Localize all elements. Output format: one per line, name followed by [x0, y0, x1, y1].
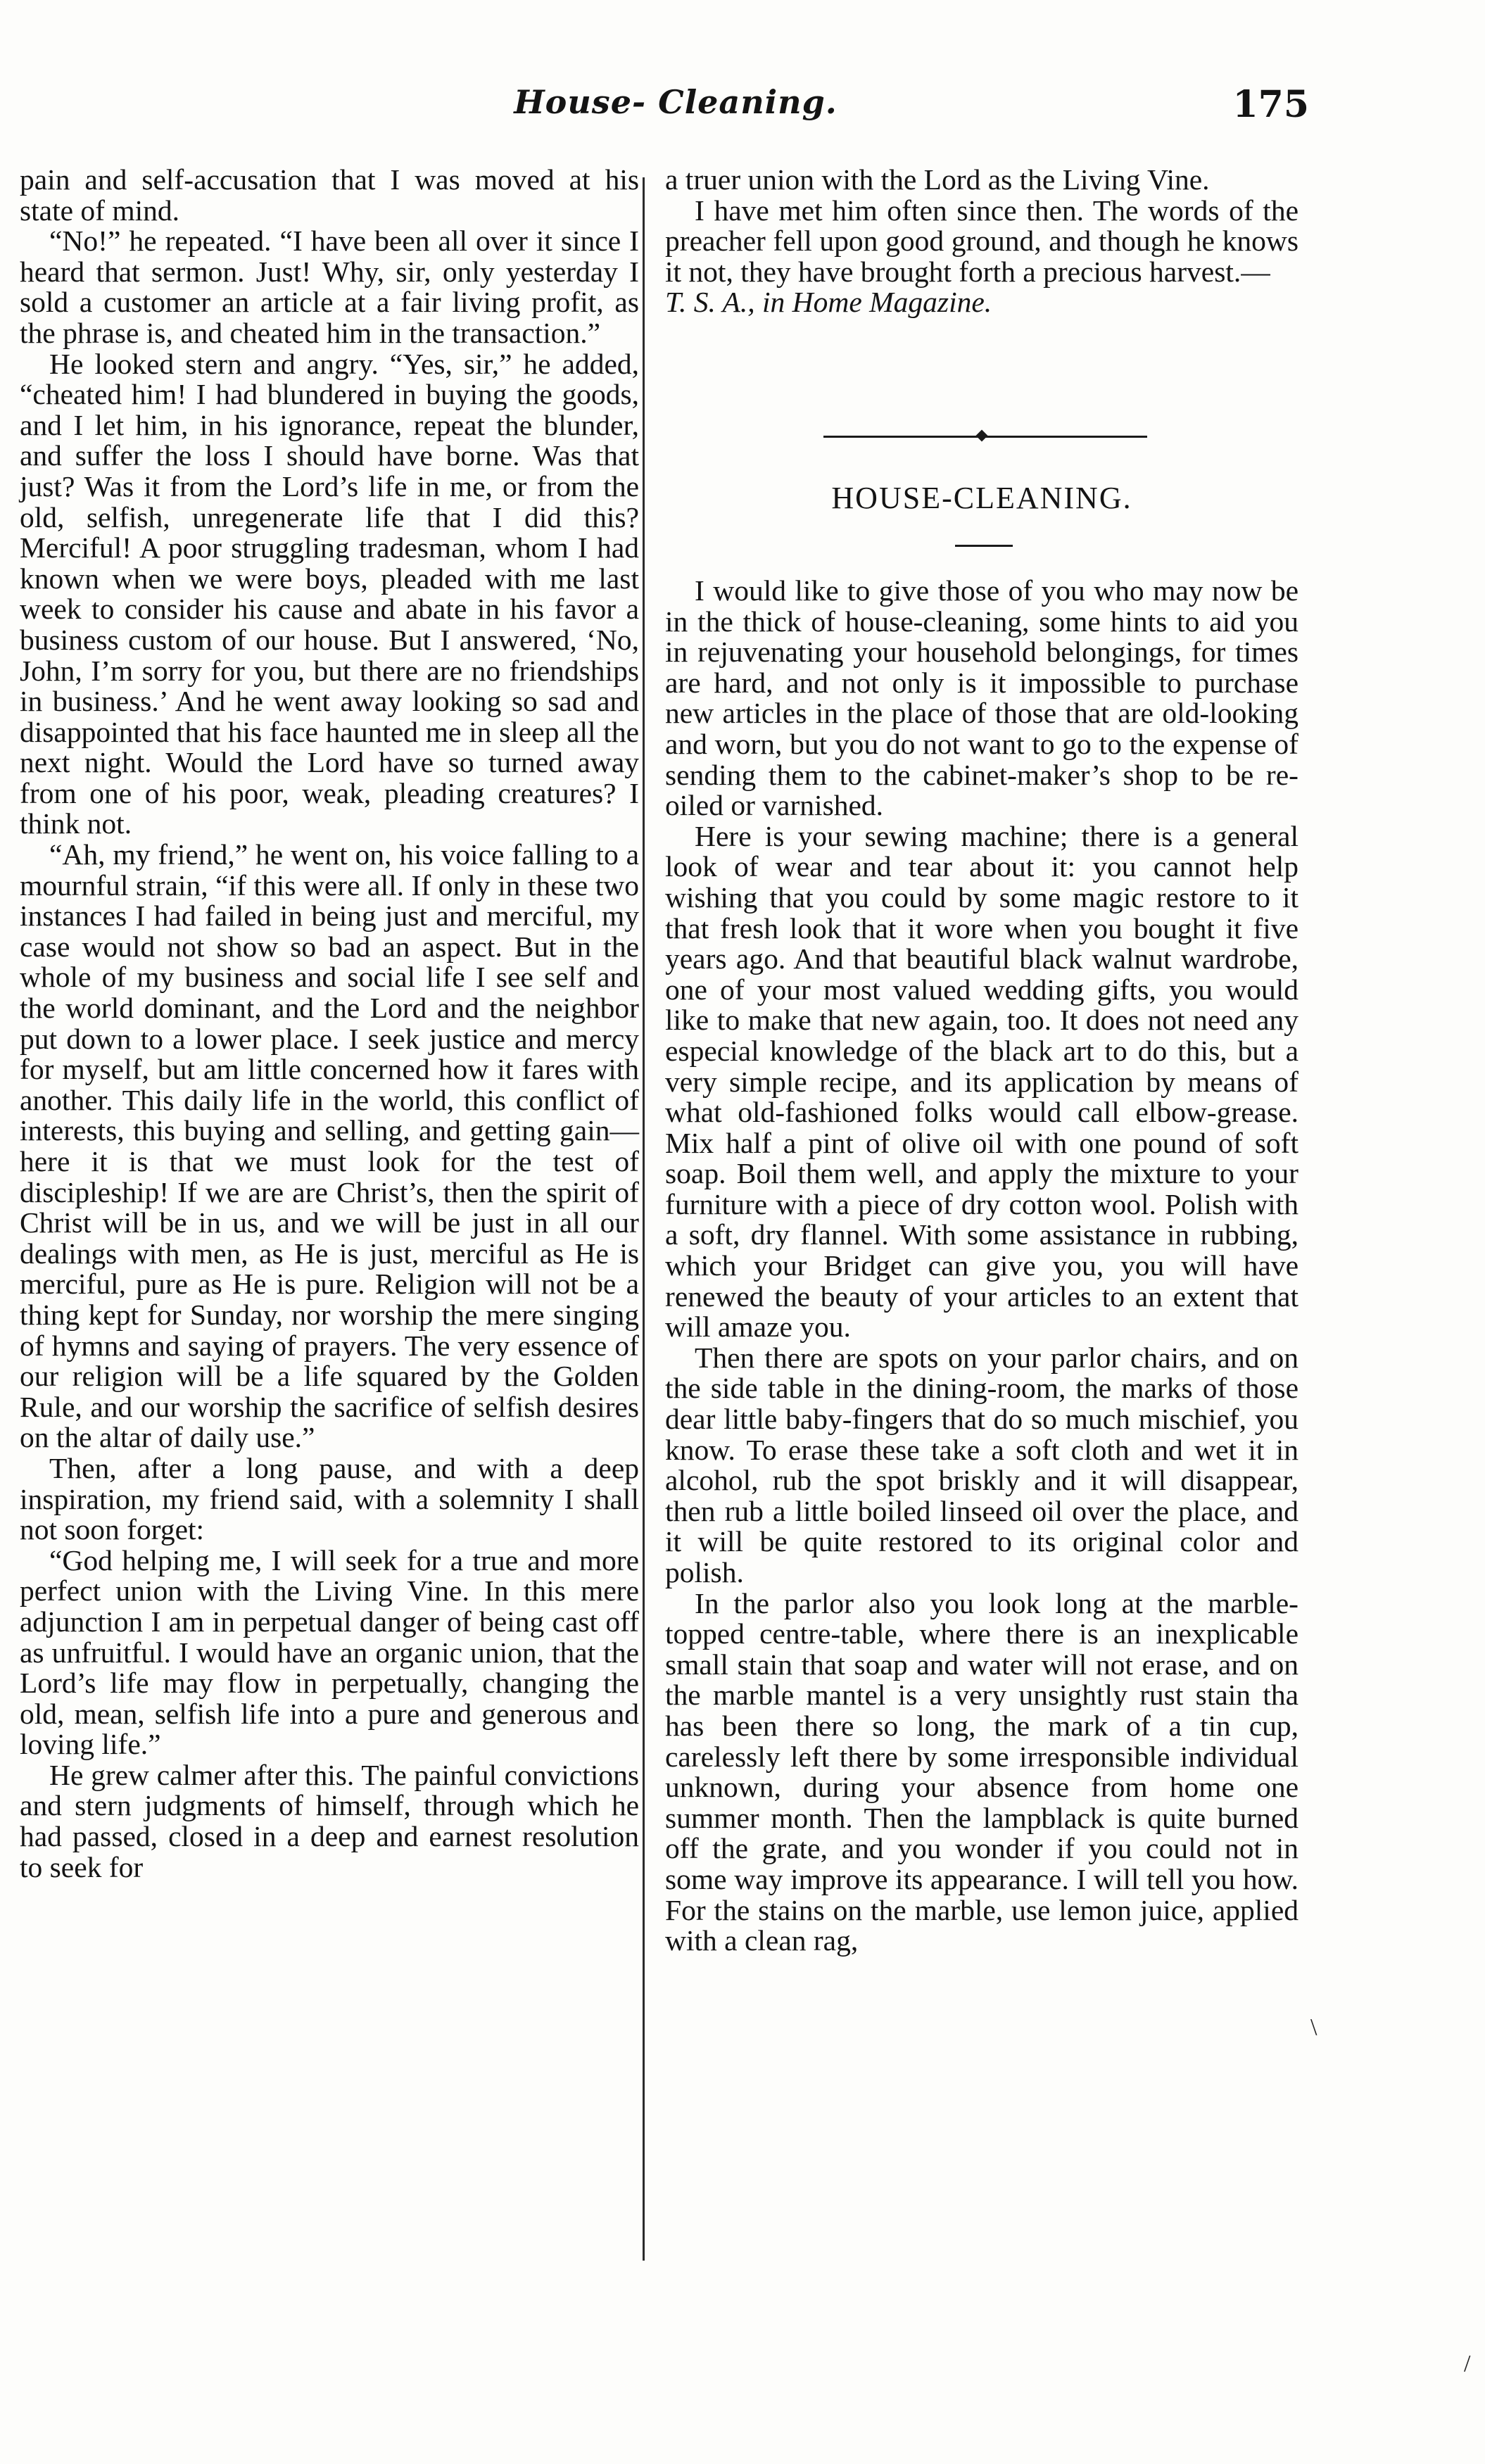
paragraph: “God helping me, I will seek for a true and more perfect union with the Living Vine. In this mere adjunction I am in perpetual danger of being cast off as unfruitful. I would have an organic union, that the Lord’s life may flow in perpetually, changing the old, mean, selfish life into a pure and generous and loving life.”	[20, 1543, 639, 1761]
paragraph: pain and self-accusation that I was moved at his state of mind.	[20, 163, 639, 227]
left-column	[20, 165, 639, 1883]
stray-print-mark-icon: \	[1310, 2014, 1317, 2040]
paragraph: Then, after a long pause, and with a deep inspiration, my friend said, with a solemnity I shall not soon forget:	[20, 1451, 639, 1546]
article-attribution: T. S. A., in Home Magazine.	[665, 286, 992, 319]
paragraph: “No!” he repeated. “I have been all over it since I heard that sermon. Just! Why, sir, only yesterday I sold a customer an article at a fair living profit, as the phrase is, and cheated him in the transaction.”	[20, 225, 639, 349]
paragraph: I would like to give those of you who may now be in the thick of house-cleaning, some hints to aid you in rejuvenating your household belongings, for times are hard, and not only is it impossible to purchase new articles in the place of those that are old-looking and worn, but you do not want to go to the expense of sending them to the cabinet-maker’s shop to be re-oiled or varnished.	[665, 574, 1298, 822]
stray-print-mark-icon: /	[1464, 2351, 1471, 2377]
paragraph: a truer union with the Lord as the Living Vine.	[665, 163, 1210, 196]
paragraph: “Ah, my friend,” he went on, his voice falling to a mournful strain, “if this were all. If only in these two instances I had failed in being just and merciful, my case would not show so bad an aspect. But in the whole of my business and social life I see self and the world dominant, and the Lord and the neighbor put down to a lower place. I seek justice and mercy for myself, but am little concerned how it fares with another. This daily life in the world, this conflict of interests, this buying and selling, and getting gain—here it is that we must look for the test of discipleship! If we are are Christ’s, then the spirit of Christ will be in us, and we will be just in all our dealings with men, as He is just, merciful as He is merciful, pure as He is pure. Religion will not be a thing kept for Sunday, nor worship the mere singing of hymns and saying of prayers. The very essence of our religion will be a life squared by the Golden Rule, and our worship the sacrifice of selfish desires on the altar of daily use.”	[20, 838, 639, 1454]
right-column-continuation	[665, 165, 1298, 318]
paragraph: Then there are spots on your parlor chairs, and on the side table in the dining-room, the marks of those dear little baby-fingers that do so much mischief, you know. To erase these take a soft cloth and wet it in alcohol, rub the spot briskly and it will disappear, then rub a little boiled linseed oil over the place, and it will be quite restored to its original color and polish.	[665, 1341, 1298, 1588]
ornamental-section-rule	[823, 431, 1147, 442]
page-number: 175	[1232, 83, 1309, 126]
paragraph: In the parlor also you look long at the marble-topped centre-table, where there is an inexplicable small stain that soap and water will not erase, and on the marble mantel is a very unsightly rust stain tha has been there so long, the mark of a tin cup, carelessly left there by some irresponsible individual unknown, during your absence from home one summer month. Then the lampblack is quite burned off the grate, and you wonder if you could not in some way improve its appearance. I will tell you how. For the stains on the marble, use lemon juice, applied with a clean rag,	[665, 1586, 1298, 1957]
section-heading: HOUSE-CLEANING.	[831, 481, 1132, 515]
right-column-article	[665, 576, 1298, 1957]
column-divider	[643, 177, 645, 2261]
paragraph: I have met him often since then. The words of the preacher fell upon good ground, and though he knows it not, they have brought forth a precious harvest.—	[665, 194, 1298, 288]
diamond-ornament-icon	[976, 430, 988, 442]
paragraph: Here is your sewing machine; there is a general look of wear and tear about it: you cannot help wishing that you could by some magic restore to it that fresh look that it wore when you bought it five years ago. And that beautiful black walnut wardrobe, one of your most valued wedding gifts, you would like to make that new again, too. It does not need any especial knowledge of the black art to do this, but a very simple recipe, and its application by means of what old-fashioned folks would call elbow-grease. Mix half a pint of olive oil with one pound of soft soap. Boil them well, and apply the mixture to your furniture with a piece of dry cotton wool. Polish with a soft, dry flannel. With some assistance in rubbing, which your Bridget can give you, you will have renewed the beauty of your articles to an extent that will amaze you.	[665, 819, 1298, 1344]
heading-underline	[955, 545, 1013, 547]
paragraph: He grew calmer after this. The painful convictions and stern judgments of himself, through which he had passed, closed in a deep and earnest resolution to seek for	[20, 1758, 639, 1883]
paragraph: He looked stern and angry. “Yes, sir,” he added, “cheated him! I had blundered in buying the goods, and I let him, in his ignorance, repeat the blunder, and suffer the loss I should have borne. Was that just? Was it from the Lord’s life in me, or from the old, selfish, unregenerate life that I did this? Merciful! A poor struggling tradesman, whom I had known when we were boys, pleaded with me last week to consider his cause and abate in his favor a business custom of our house. But I answered, ‘No, John, I’m sorry for you, but there are no friendships in business.’ And he went away looking so sad and disappointed that his face haunted me in sleep all the next night. Would the Lord have so turned away from one of his poor, weak, pleading creatures? I think not.	[20, 347, 639, 840]
running-header-title: House- Cleaning.	[514, 83, 838, 121]
